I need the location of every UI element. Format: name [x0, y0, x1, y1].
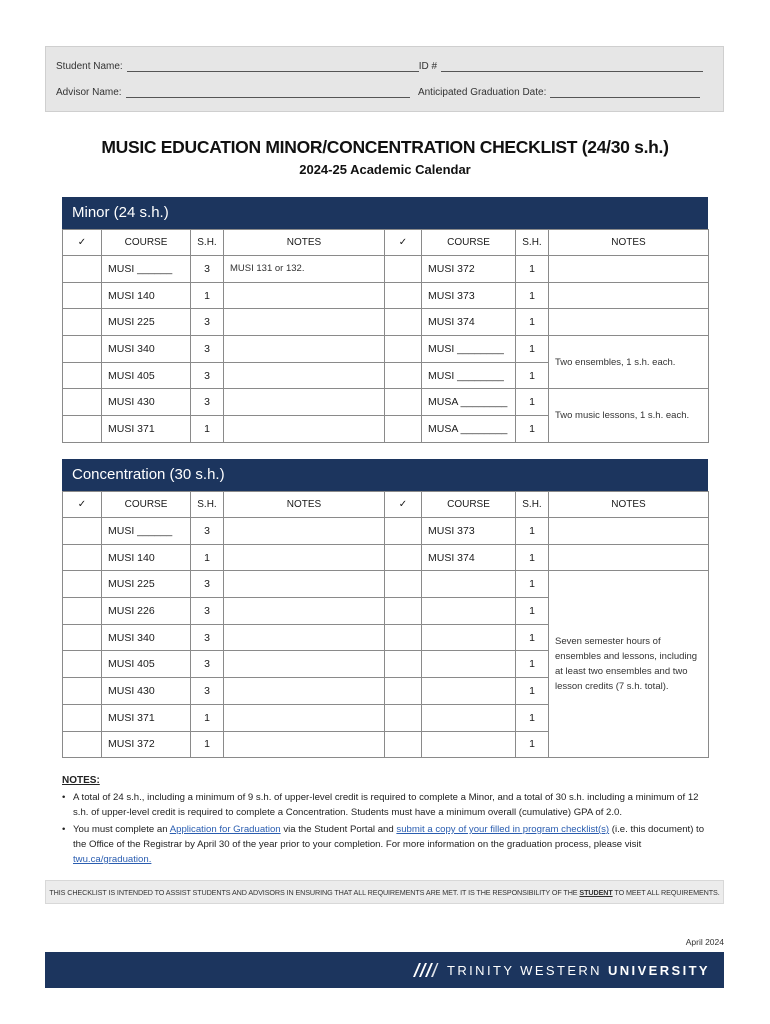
notes-col-header: NOTES: [224, 230, 385, 256]
table-row: [63, 389, 709, 416]
id-field[interactable]: [419, 58, 713, 72]
sh-cell: 1: [516, 678, 549, 705]
university-logo: [411, 960, 710, 980]
course-cell: MUSI 225: [102, 309, 191, 336]
student-name-field[interactable]: [56, 58, 419, 72]
info-row-1: [56, 58, 713, 72]
checkbox-cell[interactable]: [385, 544, 422, 571]
table-row: [63, 518, 709, 545]
sh-col-header: S.H.: [516, 230, 549, 256]
check-col-header: ✓: [63, 230, 102, 256]
graduation-info-link[interactable]: twu.ca/graduation.: [73, 854, 152, 865]
notes-cell: [549, 282, 709, 309]
course-cell: MUSI 373: [422, 518, 516, 545]
minor-section: [62, 197, 708, 443]
checkbox-cell[interactable]: [385, 678, 422, 705]
sh-cell: 1: [516, 704, 549, 731]
course-cell: MUSI 405: [102, 651, 191, 678]
notes-col-header: NOTES: [549, 492, 709, 518]
course-cell: MUSI 374: [422, 544, 516, 571]
notes-cell: [224, 282, 385, 309]
course-col-header: COURSE: [102, 492, 191, 518]
concentration-header-row: [63, 492, 709, 518]
sh-cell: 1: [516, 362, 549, 389]
sh-cell: 1: [516, 416, 549, 443]
notes-cell: [224, 362, 385, 389]
notes-cell: [224, 336, 385, 363]
disclaimer-text: THIS CHECKLIST IS INTENDED TO ASSIST STUDENTS AND ADVISORS IN ENSURING THAT ALL REQUIREMENTS ARE MET. IT IS THE RESPONSIBILITY OF THE: [49, 888, 580, 897]
course-cell: MUSI 225: [102, 571, 191, 598]
advisor-name-blank[interactable]: [126, 88, 410, 98]
checkbox-cell[interactable]: [385, 362, 422, 389]
notes-cell: [549, 309, 709, 336]
sh-cell: 1: [516, 651, 549, 678]
checkbox-cell[interactable]: [63, 389, 102, 416]
info-row-2: [56, 84, 713, 98]
sh-cell: 1: [516, 518, 549, 545]
sh-cell: 1: [516, 309, 549, 336]
checkbox-cell[interactable]: [63, 651, 102, 678]
notes-cell: [549, 544, 709, 571]
notes-section: [62, 773, 712, 867]
id-blank[interactable]: [441, 62, 703, 72]
notes-cell: [549, 256, 709, 283]
course-cell: MUSI 405: [102, 362, 191, 389]
sh-col-header: S.H.: [191, 492, 224, 518]
checkbox-cell[interactable]: [385, 571, 422, 598]
course-cell: MUSI 372: [422, 256, 516, 283]
course-cell: MUSI 430: [102, 678, 191, 705]
note-item-graduation: [62, 822, 712, 867]
sh-col-header: S.H.: [516, 492, 549, 518]
notes-cell: [224, 731, 385, 758]
notes-col-header: NOTES: [549, 230, 709, 256]
course-cell: MUSI 373: [422, 282, 516, 309]
table-row: [63, 309, 709, 336]
course-cell[interactable]: [422, 651, 516, 678]
university-logo-icon: [411, 960, 439, 980]
sh-cell: 1: [516, 598, 549, 625]
course-cell: MUSI 430: [102, 389, 191, 416]
check-col-header: ✓: [385, 230, 422, 256]
id-label: ID #: [418, 61, 438, 72]
grad-date-label: Anticipated Graduation Date:: [417, 87, 547, 98]
checkbox-cell[interactable]: [385, 336, 422, 363]
course-cell: MUSA ________: [422, 389, 516, 416]
sh-cell: 3: [191, 336, 224, 363]
sh-cell: 3: [191, 598, 224, 625]
note-text: (i.e. this document) to the Office of the Registrar by April 30 of the year prior to your completion. For more information on the graduation process, please visit: [73, 824, 705, 850]
checkbox-cell[interactable]: [63, 598, 102, 625]
sh-cell: 1: [191, 416, 224, 443]
grad-date-blank[interactable]: [550, 88, 700, 98]
ensembles-lessons-note-cell: Seven semester hours of ensembles and lessons, including at least two ensembles and two lesson credits (7 s.h. total).: [549, 571, 709, 758]
checkbox-cell[interactable]: [385, 309, 422, 336]
checkbox-cell[interactable]: [63, 282, 102, 309]
notes-cell: [224, 651, 385, 678]
course-cell[interactable]: [422, 731, 516, 758]
checkbox-cell[interactable]: [63, 624, 102, 651]
sh-cell: 1: [516, 256, 549, 283]
sh-cell: 1: [516, 282, 549, 309]
ensembles-note-cell: Two ensembles, 1 s.h. each.: [549, 336, 709, 389]
checkbox-cell[interactable]: [63, 678, 102, 705]
notes-cell: [224, 416, 385, 443]
table-row: [63, 571, 709, 598]
checkbox-cell[interactable]: [63, 256, 102, 283]
course-cell[interactable]: [422, 598, 516, 625]
sh-cell: 1: [516, 731, 549, 758]
advisor-name-field[interactable]: [56, 84, 418, 98]
table-row: [63, 336, 709, 363]
checkbox-cell[interactable]: [63, 416, 102, 443]
application-for-graduation-link[interactable]: Application for Graduation: [169, 824, 281, 835]
checkbox-cell[interactable]: [385, 256, 422, 283]
note-text: You must complete an: [73, 824, 170, 835]
university-name-part1: TRINITY WESTERN: [447, 962, 608, 978]
check-col-header: ✓: [385, 492, 422, 518]
sh-cell: 1: [516, 544, 549, 571]
disclaimer-emphasis: STUDENT: [579, 888, 613, 897]
concentration-section: [62, 459, 708, 758]
course-cell: MUSI ______: [102, 256, 191, 283]
minor-heading: Minor (24 s.h.): [62, 197, 708, 229]
course-cell: MUSI ________: [422, 336, 516, 363]
course-col-header: COURSE: [422, 230, 516, 256]
course-cell: MUSI 340: [102, 624, 191, 651]
sh-cell: 1: [516, 571, 549, 598]
note-text: via the Student Portal and: [280, 824, 397, 835]
sh-col-header: S.H.: [191, 230, 224, 256]
course-cell: MUSI 140: [102, 282, 191, 309]
course-cell: MUSI ______: [102, 518, 191, 545]
notes-title: NOTES:: [62, 775, 100, 786]
university-name-part2: UNIVERSITY: [607, 962, 710, 978]
course-cell: MUSI 374: [422, 309, 516, 336]
notes-cell: [224, 518, 385, 545]
notes-col-header: NOTES: [224, 492, 385, 518]
sh-cell: 3: [191, 651, 224, 678]
sh-cell: 3: [191, 256, 224, 283]
course-col-header: COURSE: [102, 230, 191, 256]
course-cell: MUSI 140: [102, 544, 191, 571]
checkbox-cell[interactable]: [385, 416, 422, 443]
checkbox-cell[interactable]: [63, 336, 102, 363]
student-name-blank[interactable]: [127, 62, 419, 72]
table-row: [63, 544, 709, 571]
course-cell: MUSI ________: [422, 362, 516, 389]
sh-cell: 1: [191, 282, 224, 309]
sh-cell: 3: [191, 571, 224, 598]
notes-cell: MUSI 131 or 132.: [224, 256, 385, 283]
university-name: [447, 963, 710, 978]
checkbox-cell[interactable]: [385, 389, 422, 416]
course-cell: MUSI 371: [102, 416, 191, 443]
sh-cell: 3: [191, 362, 224, 389]
table-row: [63, 256, 709, 283]
minor-table: [62, 229, 709, 443]
course-cell: MUSI 340: [102, 336, 191, 363]
checkbox-cell[interactable]: [385, 282, 422, 309]
note-item-requirements: • A total of 24 s.h., including a minimum of 9 s.h. of upper-level credit is required to complete a Minor, and a total of 30 s.h. including a minimum of 12 s.h. of upper-level credit is required to complete a Concentration. Students must have a minimum overall (cumulative) GPA of 2.0.: [62, 790, 712, 820]
course-cell: MUSA ________: [422, 416, 516, 443]
checkbox-cell[interactable]: [63, 544, 102, 571]
checkbox-cell[interactable]: [63, 704, 102, 731]
page-title: MUSIC EDUCATION MINOR/CONCENTRATION CHECKLIST (24/30 s.h.): [101, 137, 669, 157]
disclaimer-box: [45, 880, 724, 904]
minor-header-row: [63, 230, 709, 256]
checkbox-cell[interactable]: [63, 362, 102, 389]
notes-cell: [224, 571, 385, 598]
checkbox-cell[interactable]: [385, 598, 422, 625]
sh-cell: 1: [516, 389, 549, 416]
checkbox-cell[interactable]: [63, 571, 102, 598]
concentration-heading: Concentration (30 s.h.): [62, 459, 708, 491]
course-cell[interactable]: [422, 678, 516, 705]
sh-cell: 1: [191, 704, 224, 731]
course-cell: MUSI 372: [102, 731, 191, 758]
grad-date-field[interactable]: [418, 84, 713, 98]
notes-cell: [224, 389, 385, 416]
checkbox-cell[interactable]: [385, 624, 422, 651]
checkbox-cell[interactable]: [385, 651, 422, 678]
notes-list: [62, 790, 712, 867]
checkbox-cell[interactable]: [63, 309, 102, 336]
course-cell: MUSI 226: [102, 598, 191, 625]
checkbox-cell[interactable]: [385, 518, 422, 545]
notes-cell: [224, 678, 385, 705]
checkbox-cell[interactable]: [63, 731, 102, 758]
sh-cell: 3: [191, 389, 224, 416]
notes-cell: [224, 309, 385, 336]
footer-bar: [45, 952, 724, 988]
course-col-header: COURSE: [422, 492, 516, 518]
checkbox-cell[interactable]: [63, 518, 102, 545]
concentration-table: [62, 491, 709, 758]
sh-cell: 1: [191, 544, 224, 571]
notes-cell: [549, 518, 709, 545]
sh-cell: 3: [191, 624, 224, 651]
disclaimer-text: TO MEET ALL REQUIREMENTS.: [612, 888, 720, 897]
checkbox-cell[interactable]: [385, 731, 422, 758]
sh-cell: 1: [191, 731, 224, 758]
student-name-label: Student Name:: [56, 61, 123, 72]
course-cell[interactable]: [422, 624, 516, 651]
page-subtitle: 2024-25 Academic Calendar: [299, 162, 471, 177]
notes-cell: [224, 544, 385, 571]
notes-cell: [224, 704, 385, 731]
submit-checklist-link[interactable]: submit a copy of your filled in program checklist(s): [396, 824, 610, 835]
sh-cell: 3: [191, 518, 224, 545]
sh-cell: 1: [516, 336, 549, 363]
sh-cell: 1: [516, 624, 549, 651]
student-info-box: [45, 46, 724, 112]
sh-cell: 3: [191, 309, 224, 336]
checkbox-cell[interactable]: [385, 704, 422, 731]
advisor-name-label: Advisor Name:: [56, 87, 122, 98]
course-cell: MUSI 371: [102, 704, 191, 731]
check-col-header: ✓: [63, 492, 102, 518]
notes-cell: [224, 624, 385, 651]
course-cell[interactable]: [422, 571, 516, 598]
notes-cell: [224, 598, 385, 625]
course-cell[interactable]: [422, 704, 516, 731]
sh-cell: 3: [191, 678, 224, 705]
revision-date: April 2024: [685, 937, 724, 947]
lessons-note-cell: Two music lessons, 1 s.h. each.: [549, 389, 709, 442]
table-row: [63, 282, 709, 309]
